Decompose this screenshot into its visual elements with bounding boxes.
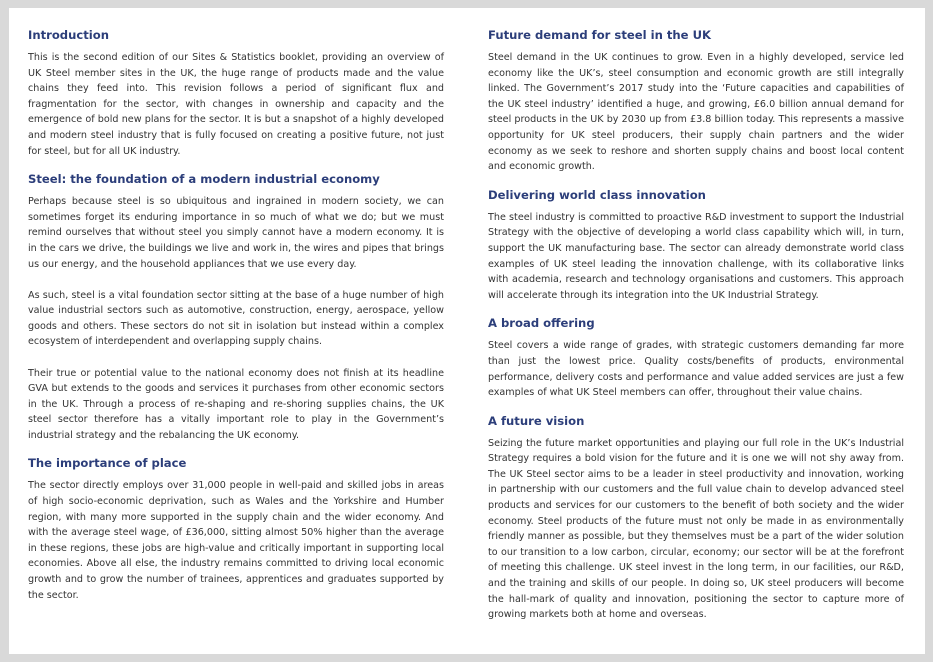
heading-broad-offering: A broad offering [488, 316, 595, 331]
heading-future-vision: A future vision [488, 413, 585, 428]
heading-future-demand: Future demand for steel in the UK [488, 28, 711, 42]
heading-world-class-innovation: Delivering world class innovation [488, 187, 706, 202]
paragraph: The sector directly employs over 31,000 people in well-paid and skilled jobs in areas of high socio-economic deprivation, such as Wales and the Yorkshire and Humber region, with many more supported in the supply chain and the wider economy. And with the average steel wage, of £36,000, sitting almost 50% higher than the average in these regions, these jobs are high-value and critically important in supporting local economies. Above all else, the industry remains committed to driving local economic growth and to grow the number of trainees, apprentices and graduates supported by the sector. [28, 480, 444, 601]
paragraph: This is the second edition of our Sites & Statistics booklet, providing an overview of UK Steel member sites in the UK, the huge range of products made and the value chains they feed into. This revision follows a period of significant flux and fragmentation for the sector, with changes in ownership and capacity and the emergence of bold new plans for the sector. It is but a snapshot of a highly developed and modern steel industry that is fully focused on creating a positive future, not just for steel, but for all UK industry. [28, 52, 444, 157]
paragraph: Seizing the future market opportunities and playing our full role in the UK’s Industrial Strategy requires a bold vision for the future and it is one we will not shy away from. The UK Steel sector aims to be a leader in steel productivity and innovation, working in partnership with our customers and the full value chain to develop advanced steel products and services for our customers to the benefit of both society and the wider economy. Steel products of the future must not only be made in as environmentally friendly manner as possible, but they themselves must be a part of the wider solution to our transition to a low carbon, circular, economy; our sector will be at the forefront of meeting this challenge. UK steel invest in the long term, in our facilities, our R&D, and the training and skills of our people. In doing so, UK steel producers will become the hall-mark of quality and innovation, positioning the sector to capture more of growing markets both at home and overseas. [488, 437, 904, 621]
paragraph: Their true or potential value to the national economy does not finish at its headline GVA but extends to the goods and services it purchases from other economic sectors in the UK. Through a process of re-shaping and re-shoring supplies chains, the UK steel sector therefore has a vitally important role to play in the Government’s industrial strategy and the rebalancing the UK economy. [28, 367, 444, 441]
document-page [9, 8, 925, 654]
paragraph: Steel demand in the UK continues to grow. Even in a highly developed, service led economy like the UK’s, steel consumption and economic growth are still integrally linked. The Government’s 2017 study into the ‘Future capacities and capabilities of the UK steel industry’ identified a huge, and growing, £6.0 billion annual demand for steel products in the UK by 2030 up from £3.8 billion today. This represents a massive opportunity for UK steel producers, their supply chain partners and the wider economy as we seek to reshore and shorten supply chains and boost local content and economic growth. [488, 52, 904, 173]
paragraph: As such, steel is a vital foundation sector sitting at the base of a huge number of high value industrial sectors such as automotive, construction, energy, aerospace, yellow goods and others. These sectors do not sit in isolation but instead within a complex ecosystem of interdependent and overlapping supply chains. [28, 289, 444, 348]
heading-steel-foundation: Steel: the foundation of a modern industrial economy [28, 172, 380, 187]
paragraph: Steel covers a wide range of grades, with strategic customers demanding far more than just the lowest price. Quality costs/benefits of products, environmental performance, delivery costs and performance and value added services are just a few examples of what UK Steel members can offer, throughout their value chains. [488, 340, 904, 399]
right-column [488, 27, 904, 623]
heading-introduction: Introduction [28, 28, 109, 42]
heading-importance-of-place: The importance of place [28, 456, 187, 471]
paragraph: The steel industry is committed to proactive R&D investment to support the Industrial Strategy with the objective of developing a world class capability which will, in turn, support the UK manufacturing base. The sector can already demonstrate world class examples of UK steel leading the innovation challenge, with its collaborative links with academia, research and technology organisations and customers. This approach will accelerate through its integration into the UK Industrial Strategy. [488, 211, 904, 301]
paragraph: Perhaps because steel is so ubiquitous and ingrained in modern society, we can sometimes forget its enduring importance in so much of what we do; but we must remind ourselves that without steel you simply cannot have a modern economy. It is in the cars we drive, the buildings we live and work in, the wires and pipes that brings us our energy, and the household appliances that we use every day. [28, 196, 444, 270]
left-column [28, 27, 444, 603]
